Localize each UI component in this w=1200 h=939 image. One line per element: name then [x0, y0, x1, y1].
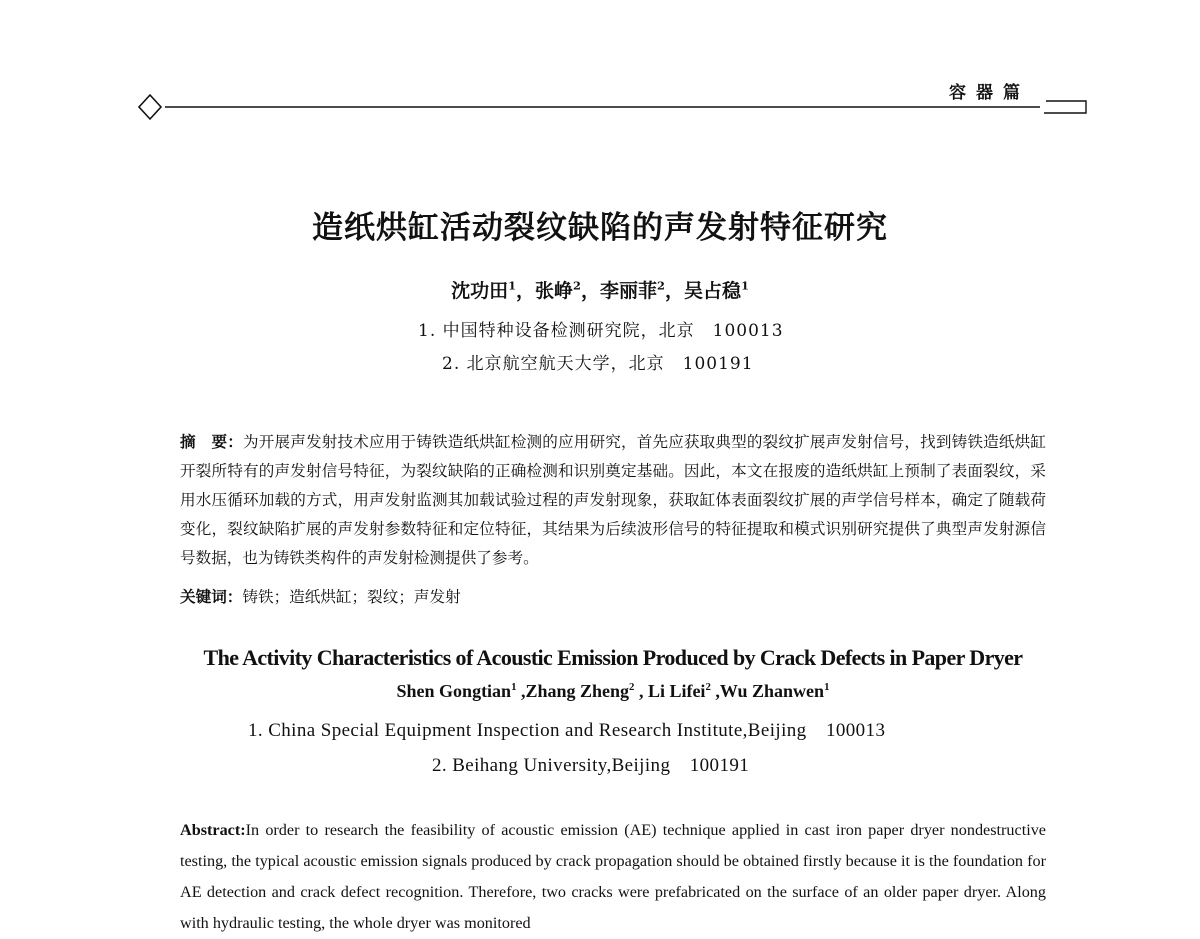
author-aff-mark: 1 [740, 278, 749, 293]
abstract-zh [180, 428, 1046, 573]
author-aff-mark: 1 [508, 278, 517, 293]
abstract-en-text: In order to research the feasibility of acoustic emission (AE) technique applied in cast iron paper dryer nondestructive testing, the typical acoustic emission signals produced by crack propagation should be obtained firstly because it is the foundation for AE detection and crack defect recognition. Therefore, two cracks were prefabricated on the surface of an older paper dryer. Along with hydraulic testing, the whole dryer was monitored [180, 821, 1046, 932]
affiliation-zh-1: 1. 中国特种设备检测研究院，北京 100013 [418, 321, 784, 341]
affiliation-en-2: 2. Beihang University,Beijing 100191 [432, 755, 750, 776]
abstract-zh-text: 为开展声发射技术应用于铸铁造纸烘缸检测的应用研究，首先应获取典型的裂纹扩展声发射信号，找到铸铁造纸烘缸开裂所特有的声发射信号特征，为裂纹缺陷的正确检测和识别奠定基础。因此，本文在报废的造纸烘缸上预制了表面裂纹，采用水压循环加载的方式，用声发射监测其加载试验过程的声发射现象，获取缸体表面裂纹扩展的声学信号样本，确定了随载荷变化，裂纹缺陷扩展的声发射参数特征和定位特征，其结果为后续波形信号的特征提取和模式识别研究提供了典型声发射源信号数据，也为铸铁类构件的声发射检测提供了参考。 [180, 433, 1046, 567]
author-en: Shen Gongtian [396, 681, 512, 701]
author-list-zh: 沈功田$^1$，张峥$^2$，李丽菲$^2$，吴占稳$^1$ [451, 278, 749, 302]
author-aff-mark: 1 [511, 681, 517, 693]
section-header-label: 容器篇 [949, 83, 1030, 103]
author-zh: 沈功田 [451, 280, 509, 302]
author-aff-mark: 1 [824, 681, 830, 693]
author-aff-mark: 2 [657, 278, 665, 293]
author-en: Wu Zhanwen [719, 681, 825, 701]
author-zh: 吴占稳 [683, 280, 741, 302]
keywords-zh-label: 关键词： [180, 588, 243, 606]
author-en: Li Lifei [647, 681, 706, 701]
keywords-zh-text: 铸铁；造纸烘缸；裂纹；声发射 [242, 588, 461, 606]
affiliation-zh-2: 2. 北京航空航天大学，北京 100191 [442, 354, 754, 374]
author-zh: 李丽菲 [600, 280, 658, 302]
abstract-zh-label: 摘 要： [180, 433, 243, 451]
paper-title-zh: 造纸烘缸活动裂纹缺陷的声发射特征研究 [312, 210, 888, 246]
author-aff-mark: 2 [705, 681, 711, 693]
abstract-en [180, 815, 1046, 939]
author-list-en: Shen Gongtian$^1$ ,Zhang Zheng$^2$ , Li Lifei$^2$ ,Wu Zhanwen$^1$ [396, 681, 830, 701]
keywords-zh [180, 585, 461, 607]
author-aff-mark: 2 [629, 681, 635, 693]
header-rule [0, 88, 1200, 128]
author-en: Zhang Zheng [525, 681, 630, 701]
paper-title-en: The Activity Characteristics of Acoustic Emission Produced by Crack Defects in Paper Dryer [203, 645, 1023, 670]
abstract-en-label: Abstract: [180, 821, 246, 839]
author-aff-mark: 2 [573, 278, 581, 293]
diamond-icon [139, 95, 161, 119]
header-rule-hook [1044, 101, 1086, 113]
author-zh: 张峥 [535, 280, 574, 302]
affiliation-en-1: 1. China Special Equipment Inspection and Research Institute,Beijing 100013 [248, 720, 886, 741]
